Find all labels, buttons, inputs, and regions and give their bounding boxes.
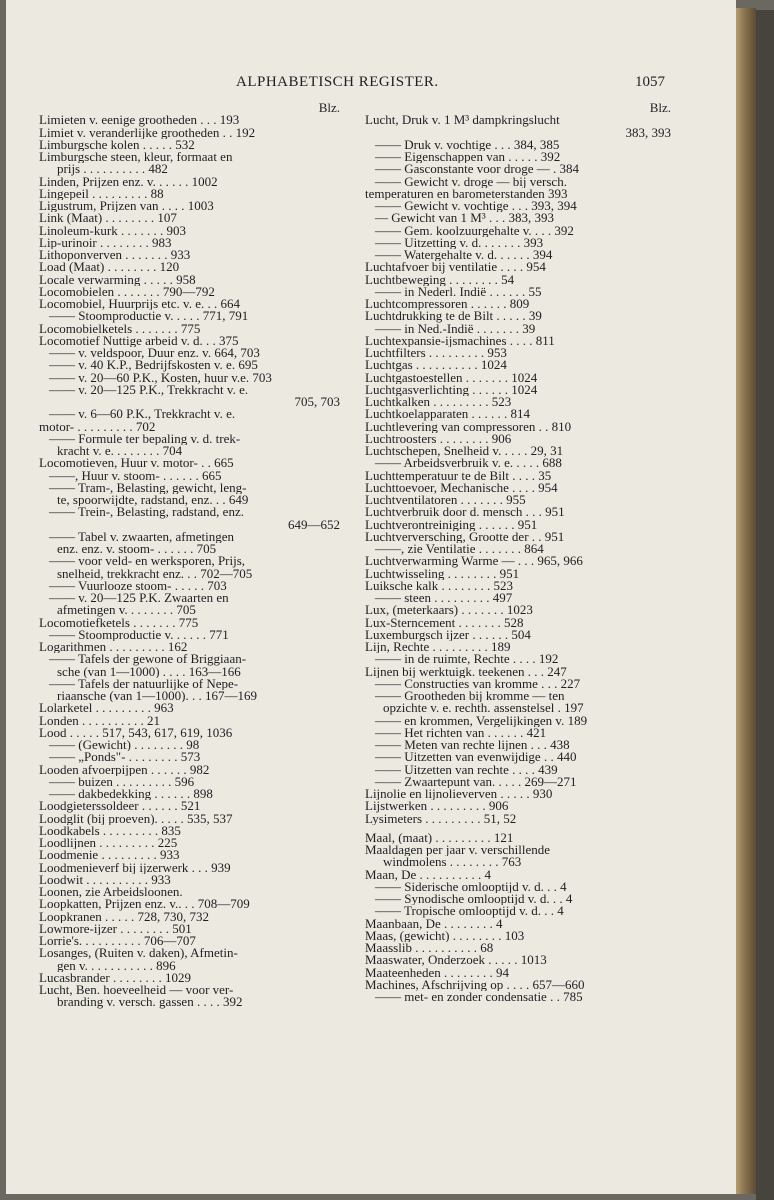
index-entry: —— „Ponds"- . . . . . . . . 573 [49,751,201,764]
index-entry: Lucht, Ben. hoeveelheid — voor ver- [39,984,234,997]
index-entry: Luchtroosters . . . . . . . . 906 [365,432,512,445]
index-entry: snelheid, trekkracht enz. . . 702—705 [57,567,253,580]
index-entry: Link (Maat) . . . . . . . . 107 [39,212,177,225]
index-entry: —— Tafels der natuurlijke of Nepe- [49,677,239,690]
index-entry: windmolens . . . . . . . . 763 [383,856,522,869]
index-entry: Limieten v. eenige grootheden . . . 193 [39,114,240,127]
index-entry: Loonen, zie Arbeidsloonen. [39,886,183,899]
index-entry: Load (Maat) . . . . . . . . 120 [39,261,180,274]
index-entry: Loodwit . . . . . . . . . . 933 [39,873,171,886]
index-entry: —— v. 6—60 P.K., Trekkracht v. e. [49,408,236,421]
index-entry: —— v. 40 K.P., Bedrijfskosten v. e. 695 [49,359,258,372]
index-entry: Loodglit (bij proeven). . . . . 535, 537 [39,812,233,825]
index-entry: Lip-urinoir . . . . . . . . 983 [39,236,172,249]
book-cover-edge [756,10,774,1200]
index-entry: Luiksche kalk . . . . . . . . 523 [365,579,514,592]
index-entry: Lood . . . . . 517, 543, 617, 619, 1036 [39,726,233,739]
index-entry: Lucht, Druk v. 1 M³ dampkringslucht [365,114,560,127]
index-entry: Loodgieterssoldeer . . . . . . 521 [39,800,201,813]
index-entry: Luchtbeweging . . . . . . . . 54 [365,273,515,286]
index-entry: Luxemburgsch ijzer . . . . . . 504 [365,628,531,641]
index-entry: Losanges, (Ruiten v. daken), Afmetin- [39,947,238,960]
index-entry: —— Trein-, Belasting, radstand, enz. [49,506,244,519]
index-entry: Luchttemperatuur te de Bilt . . . . 35 [365,469,552,482]
index-entry: Maan, De . . . . . . . . . . 4 [365,868,492,881]
index-entry: Luchtverontreiniging . . . . . . 951 [365,518,538,531]
index-entry: Luchtdrukking te de Bilt . . . . . 39 [365,310,542,323]
index-entry: afmetingen v. . . . . . . . 705 [57,604,196,617]
index-entry: Lowmore-ijzer . . . . . . . . 501 [39,922,192,935]
index-entry: Luchtkalken . . . . . . . . . 523 [365,396,512,409]
index-entry: —— Tafels der gewone of Briggiaan- [49,653,247,666]
index-entry: opzichte v. e. rechth. assenstelsel . 197 [383,702,584,715]
index-entry: Luchtgastoestellen . . . . . . . 1024 [365,371,538,384]
index-entry: —— v. 20—125 P.K., Trekkracht v. e. [49,383,249,396]
index-entry: —— Meten van rechte lijnen . . . 438 [375,739,570,752]
index-entry: Luchtgas . . . . . . . . . . 1024 [365,359,507,372]
index-entry: —— Siderische omlooptijd v. d. . . 4 [375,880,567,893]
index-entry: Maanbaan, De . . . . . . . . 4 [365,917,503,930]
index-entry: 705, 703 [294,396,340,409]
index-entry: Loodmenieverf bij ijzerwerk . . . 939 [39,861,231,874]
index-entry: Luchtlevering van compressoren . . 810 [365,420,572,433]
index-entry: Luchttoevoer, Mechanische . . . . 954 [365,481,558,494]
index-entry: Luchtcompressoren . . . . . . 809 [365,298,530,311]
index-entry: —— Formule ter bepaling v. d. trek- [49,432,241,445]
index-entry: —— Gewicht v. vochtige . . . 393, 394 [375,200,577,213]
page-column-heading: Blz. [649,100,671,115]
index-entry: Luchtverwarming Warme — . . . 965, 966 [365,555,583,568]
index-entry: Locomotief Nuttige arbeid v. d. . . 375 [39,334,239,347]
index-entry: Locomobielen . . . . . . . 790—792 [39,285,215,298]
index-entry: Maaldagen per jaar v. verschillende [365,844,551,857]
book-page [6,0,736,1194]
index-entry: Luchtexpansie-ijsmachines . . . . 811 [365,334,555,347]
index-entry: —— Vuurlooze stoom- . . . . . 703 [49,579,227,592]
index-entry: —— Tropische omlooptijd v. d. . . 4 [375,905,564,918]
index-entry: sche (van 1—1000) . . . . 163—166 [57,665,241,678]
index-entry: Maateenheden . . . . . . . . 94 [365,966,510,979]
index-entry: branding v. versch. gassen . . . . 392 [57,996,243,1009]
index-entry: Londen . . . . . . . . . . 21 [39,714,160,727]
index-entry: Loodlijnen . . . . . . . . . 225 [39,837,178,850]
index-entry: prijs . . . . . . . . . . 482 [57,163,168,176]
index-entry: Lysimeters . . . . . . . . . 51, 52 [365,812,517,825]
index-entry: —— dakbedekking . . . . . . 898 [49,788,213,801]
index-entry: Looden afvoerpijpen . . . . . . 982 [39,763,210,776]
page-column-heading: Blz. [318,100,340,115]
index-entry: Locomobielketels . . . . . . . 775 [39,322,201,335]
index-entry: —— buizen . . . . . . . . . 596 [49,775,195,788]
index-entry: te, spoorwijdte, radstand, enz. . . 649 [57,494,249,507]
index-entry: Luchtverbruik door d. mensch . . . 951 [365,506,565,519]
index-entry: Ligustrum, Prijzen van . . . . 1003 [39,200,214,213]
index-entry: Luchtfilters . . . . . . . . . 953 [365,347,507,360]
index-entry: motor- . . . . . . . . . 702 [39,420,156,433]
index-entry: enz. enz. v. stoom- . . . . . . 705 [57,543,217,556]
index-entry: Luchtgasverlichting . . . . . . 1024 [365,383,538,396]
index-entry: —— Uitzetten van evenwijdige . . 440 [375,751,577,764]
index-entry: Lolarketel . . . . . . . . . 963 [39,702,174,715]
index-entry: —— voor veld- en werksporen, Prijs, [49,555,246,568]
left-entry-list [39,114,340,1008]
index-entry: Lux-Sterncement . . . . . . . 528 [365,616,524,629]
index-entry: Lijnen bij werktuigk. teekenen . . . 247 [365,665,567,678]
index-entry: Logarithmen . . . . . . . . . 162 [39,641,188,654]
right-index-column [365,102,671,1003]
index-entry: —— Druk v. vochtige . . . 384, 385 [375,138,560,151]
index-entry: Linden, Prijzen enz. v. . . . . . 1002 [39,175,218,188]
index-entry: Locomobiel, Huurprijs etc. v. e. . . 664 [39,298,240,311]
index-entry: Limburgsche steen, kleur, formaat en [39,151,233,164]
index-entry: Lijstwerken . . . . . . . . . 906 [365,800,509,813]
index-entry: —— steen . . . . . . . . . 497 [375,592,513,605]
index-entry: —— (Gewicht) . . . . . . . . 98 [49,739,200,752]
index-entry: —— met- en zonder condensatie . . 785 [375,991,583,1004]
index-entry: —— Uitzetten van rechte . . . . 439 [375,763,558,776]
index-entry: Linoleum-kurk . . . . . . . 903 [39,224,186,237]
index-entry: —— Tabel v. zwaarten, afmetingen [49,530,234,543]
running-title: ALPHABETISCH REGISTER. [236,74,439,90]
index-entry: —— Stoomproductie v. . . . . 771, 791 [49,310,249,323]
index-entry: —— Synodische omlooptijd v. d. . . 4 [375,893,573,906]
index-entry: Loopkranen . . . . . 728, 730, 732 [39,910,210,923]
index-entry: Maaswater, Onderzoek . . . . . 1013 [365,954,547,967]
index-entry: Loodmenie . . . . . . . . . 933 [39,849,180,862]
index-entry: 383, 393 [625,126,671,139]
index-entry: 649—652 [288,518,340,531]
index-entry: —— Gasconstante voor droge — . 384 [375,163,579,176]
index-entry: Lingepeil . . . . . . . . . 88 [39,187,164,200]
index-entry: Luchtventilatoren . . . . . . . 955 [365,494,526,507]
index-entry: Locale verwarming . . . . . 958 [39,273,196,286]
index-entry: —— Uitzetting v. d. . . . . . . 393 [375,236,544,249]
index-entry: Luchtwisseling . . . . . . . . 951 [365,567,520,580]
left-index-column [39,102,340,1009]
index-entry: Loopkatten, Prijzen enz. v.. . . 708—709 [39,898,250,911]
index-entry: Locomotieven, Huur v. motor- . . 665 [39,457,234,470]
index-entry: temperaturen en barometerstanden 393 [365,187,568,200]
index-entry: Maal, (maat) . . . . . . . . . 121 [365,831,514,844]
index-entry: Luchtschepen, Snelheid v. . . . . 29, 31 [365,445,564,458]
index-entry: —— Eigenschappen van . . . . . 392 [375,151,561,164]
index-entry: —— Tram-, Belasting, gewicht, leng- [49,481,247,494]
index-entry: Luchtafvoer bij ventilatie . . . . 954 [365,261,546,274]
index-entry: —— in Nederl. Indië . . . . . . 55 [375,285,542,298]
index-entry: —— Zwaartepunt van. . . . . 269—271 [375,775,577,788]
index-entry: —— Watergehalte v. d. . . . . . 394 [375,249,553,262]
index-entry: —— Arbeidsverbruik v. e. . . . . 688 [375,457,562,470]
index-entry: Luchtkoelapparaten . . . . . . 814 [365,408,530,421]
index-entry: —— Stoomproductie v. . . . . . 771 [49,628,229,641]
index-entry: — Gewicht van 1 M³ . . . 383, 393 [375,212,555,225]
index-entry: —— Gem. koolzuurgehalte v. . . . 392 [375,224,574,237]
index-entry: Lijnolie en lijnolieverven . . . . . 930 [365,788,553,801]
index-entry: gen v. . . . . . . . . . . 896 [57,959,176,972]
index-entry: —— Gewicht v. droge — bij versch. [375,175,567,188]
index-entry: ——, zie Ventilatie . . . . . . . 864 [375,543,544,556]
index-entry: —— Grootheden bij kromme — ten [375,690,565,703]
index-entry: Lucasbrander . . . . . . . . 1029 [39,971,191,984]
index-entry: —— Het richten van . . . . . . 421 [375,726,547,739]
index-entry: —— v. veldspoor, Duur enz. v. 664, 703 [49,347,260,360]
index-entry: Loodkabels . . . . . . . . . 835 [39,824,181,837]
index-entry: Maasslib . . . . . . . . . . 68 [365,942,494,955]
index-entry: —— in de ruimte, Rechte . . . . 192 [375,653,559,666]
index-entry: kracht v. e. . . . . . . . 704 [57,445,183,458]
index-entry: Machines, Afschrijving op . . . . 657—660 [365,978,585,991]
right-entry-list [365,114,671,1003]
index-entry: Locomotiefketels . . . . . . . 775 [39,616,199,629]
index-entry: Limburgsche kolen . . . . . 532 [39,138,195,151]
index-entry: riaansche (van 1—1000). . . 167—169 [57,690,258,703]
letter-section-gap [365,825,671,832]
index-entry: —— en krommen, Vergelijkingen v. 189 [375,714,588,727]
index-entry: Maas, (gewicht) . . . . . . . . 103 [365,929,525,942]
index-entry: —— in Ned.-Indië . . . . . . . 39 [375,322,536,335]
index-entry: Lorrie's. . . . . . . . . . 706—707 [39,935,196,948]
index-entry: Luchtverversching, Grootte der . . 951 [365,530,565,543]
index-entry: —— Constructies van kromme . . . 227 [375,677,581,690]
index-entry: Lithoponverven . . . . . . . 933 [39,249,191,262]
page-number: 1057 [635,74,665,90]
index-entry: Lux, (meterkaars) . . . . . . . 1023 [365,604,533,617]
index-entry: Limiet v. veranderlijke grootheden . . 192 [39,126,256,139]
index-entry: Lijn, Rechte . . . . . . . . . 189 [365,641,511,654]
index-entry: —— v. 20—60 P.K., Kosten, huur v.e. 703 [49,371,272,384]
page-edge [736,8,756,1194]
index-entry: ——, Huur v. stoom- . . . . . . 665 [49,469,222,482]
index-entry: —— v. 20—125 P.K. Zwaarten en [49,592,229,605]
